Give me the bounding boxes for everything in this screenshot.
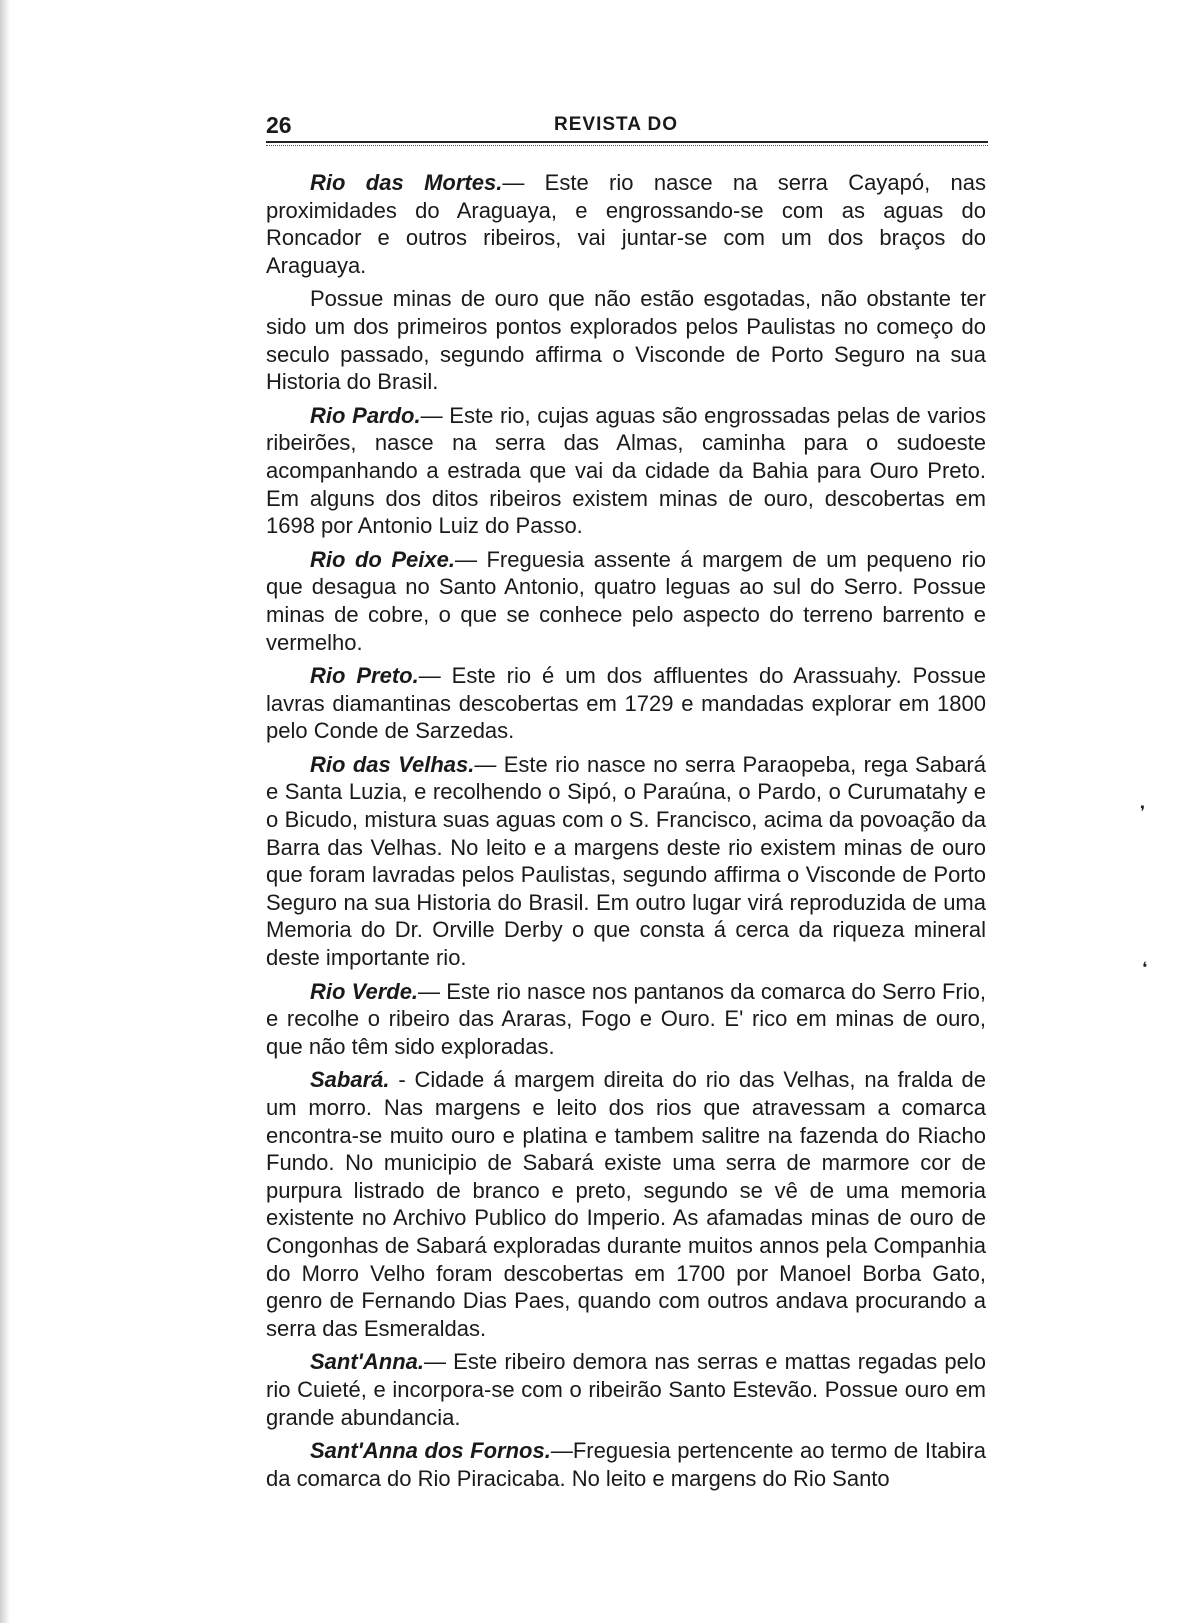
entry-rio-das-mortes-continued	[266, 285, 986, 395]
margin-speck: ❜	[1140, 802, 1146, 821]
page-header	[266, 108, 988, 142]
entry-term: Rio das Velhas.	[310, 751, 475, 777]
entry-term: Rio Pardo.	[310, 402, 421, 428]
entry-text: — Este rio nasce nos pantanos da comarca do Serro Frio, e recolhe o ribeiro das Araras, Fogo e Ouro. E' rico em minas de ouro, que não têm sido exploradas.	[266, 978, 986, 1059]
margin-speck: ❛	[1142, 958, 1148, 977]
page-body	[266, 169, 986, 1498]
entry-rio-do-peixe	[266, 546, 986, 656]
header-rule	[266, 141, 988, 146]
entry-text: — Freguesia assente á margem de um pequeno rio que desagua no Santo Antonio, quatro leguas ao sul do Serro. Possue minas de cobre, o que se conhece pelo aspecto do terreno barrento e vermelho.	[266, 546, 986, 655]
entry-sabara	[266, 1066, 986, 1342]
running-title: REVISTA DO	[554, 114, 679, 135]
entry-term: Rio do Peixe.	[310, 546, 455, 572]
entry-text: — Este rio nasce na serra Cayapó, nas proximidades do Araguaya, e engrossando-se com as aguas do Roncador e outros ribeiros, vai juntar-se com um dos braços do Araguaya.	[266, 170, 987, 278]
entry-rio-pardo	[266, 402, 986, 540]
entry-rio-das-mortes	[266, 169, 986, 279]
entry-term: Sant'Anna.	[310, 1349, 425, 1375]
entry-text: —Freguesia pertencente ao termo de Itabira da comarca do Rio Piracicaba. No leito e margens do Rio Santo	[266, 1438, 986, 1491]
entry-sant-anna	[266, 1348, 986, 1431]
entry-text: Possue minas de ouro que não estão esgotadas, não obstante ter sido um dos primeiros pontos explorados pelos Paulistas no começo do seculo passado, segundo affirma o Visconde de Porto Seguro na sua Historia do Brasil.	[266, 286, 986, 395]
page-number: 26	[266, 112, 292, 138]
page-edge	[0, 0, 10, 1623]
entry-sant-anna-dos-fornos	[266, 1437, 986, 1492]
entry-text: — Este rio é um dos affluentes do Arassuahy. Possue lavras diamantinas descobertas em 1729 e mandadas explorar em 1800 pelo Conde de Sarzedas.	[266, 663, 986, 744]
entry-rio-verde	[266, 978, 986, 1061]
entry-term: Sabará.	[310, 1067, 390, 1093]
entry-term: Rio Verde.	[310, 978, 419, 1004]
entry-text: - Cidade á margem direita do rio das Velhas, na fralda de um morro. Nas margens e leito dos rios que atravessam a comarca encontra-se muito ouro e platina e tambem salitre na fazenda do Riacho Fundo. No municipio de Sabará existe uma serra de marmore cor de purpura listrado de branco e preto, segundo se vê de uma memoria existente no Archivo Publico do Imperio. As afamadas minas de ouro de Congonhas de Sabará exploradas durante muitos annos pela Companhia do Morro Velho foram descobertas em 1700 por Manoel Borba Gato, genro de Fernando Dias Paes, quando com outros andava procurando a serra das Esmeraldas.	[266, 1067, 986, 1341]
entry-text: — Este ribeiro demora nas serras e mattas regadas pelo rio Cuieté, e incorpora-se com o ribeirão Santo Estevão. Possue ouro em grande abundancia.	[266, 1349, 986, 1430]
entry-rio-preto	[266, 662, 986, 745]
entry-text: — Este rio, cujas aguas são engrossadas pelas de varios ribeirões, nasce na serra das Almas, caminha para o sudoeste acompanhando a estrada que vai da cidade da Bahia para Ouro Preto. Em alguns dos ditos ribeiros existem minas de ouro, descobertas em 1698 por Antonio Luiz do Passo.	[266, 402, 986, 539]
entry-rio-das-velhas	[266, 751, 986, 972]
entry-text: — Este rio nasce no serra Paraopeba, rega Sabará e Santa Luzia, e recolhendo o Sipó, o Paraúna, o Pardo, o Curumatahy e o Bicudo, mistura suas aguas com o S. Francisco, acima da povoação da Barra das Velhas. No leito e a margens deste rio existem minas de ouro que foram lavradas pelos Paulistas, segundo affirma o Visconde de Porto Seguro na sua Historia do Brasil. Em outro lugar virá reproduzida de uma Memoria do Dr. Orville Derby o que consta á cerca da riqueza mineral deste importante rio.	[266, 751, 986, 971]
entry-term: Rio Preto.	[310, 663, 419, 689]
entry-term: Sant'Anna dos Fornos.	[310, 1438, 551, 1464]
entry-term: Rio das Mortes.	[310, 170, 503, 195]
